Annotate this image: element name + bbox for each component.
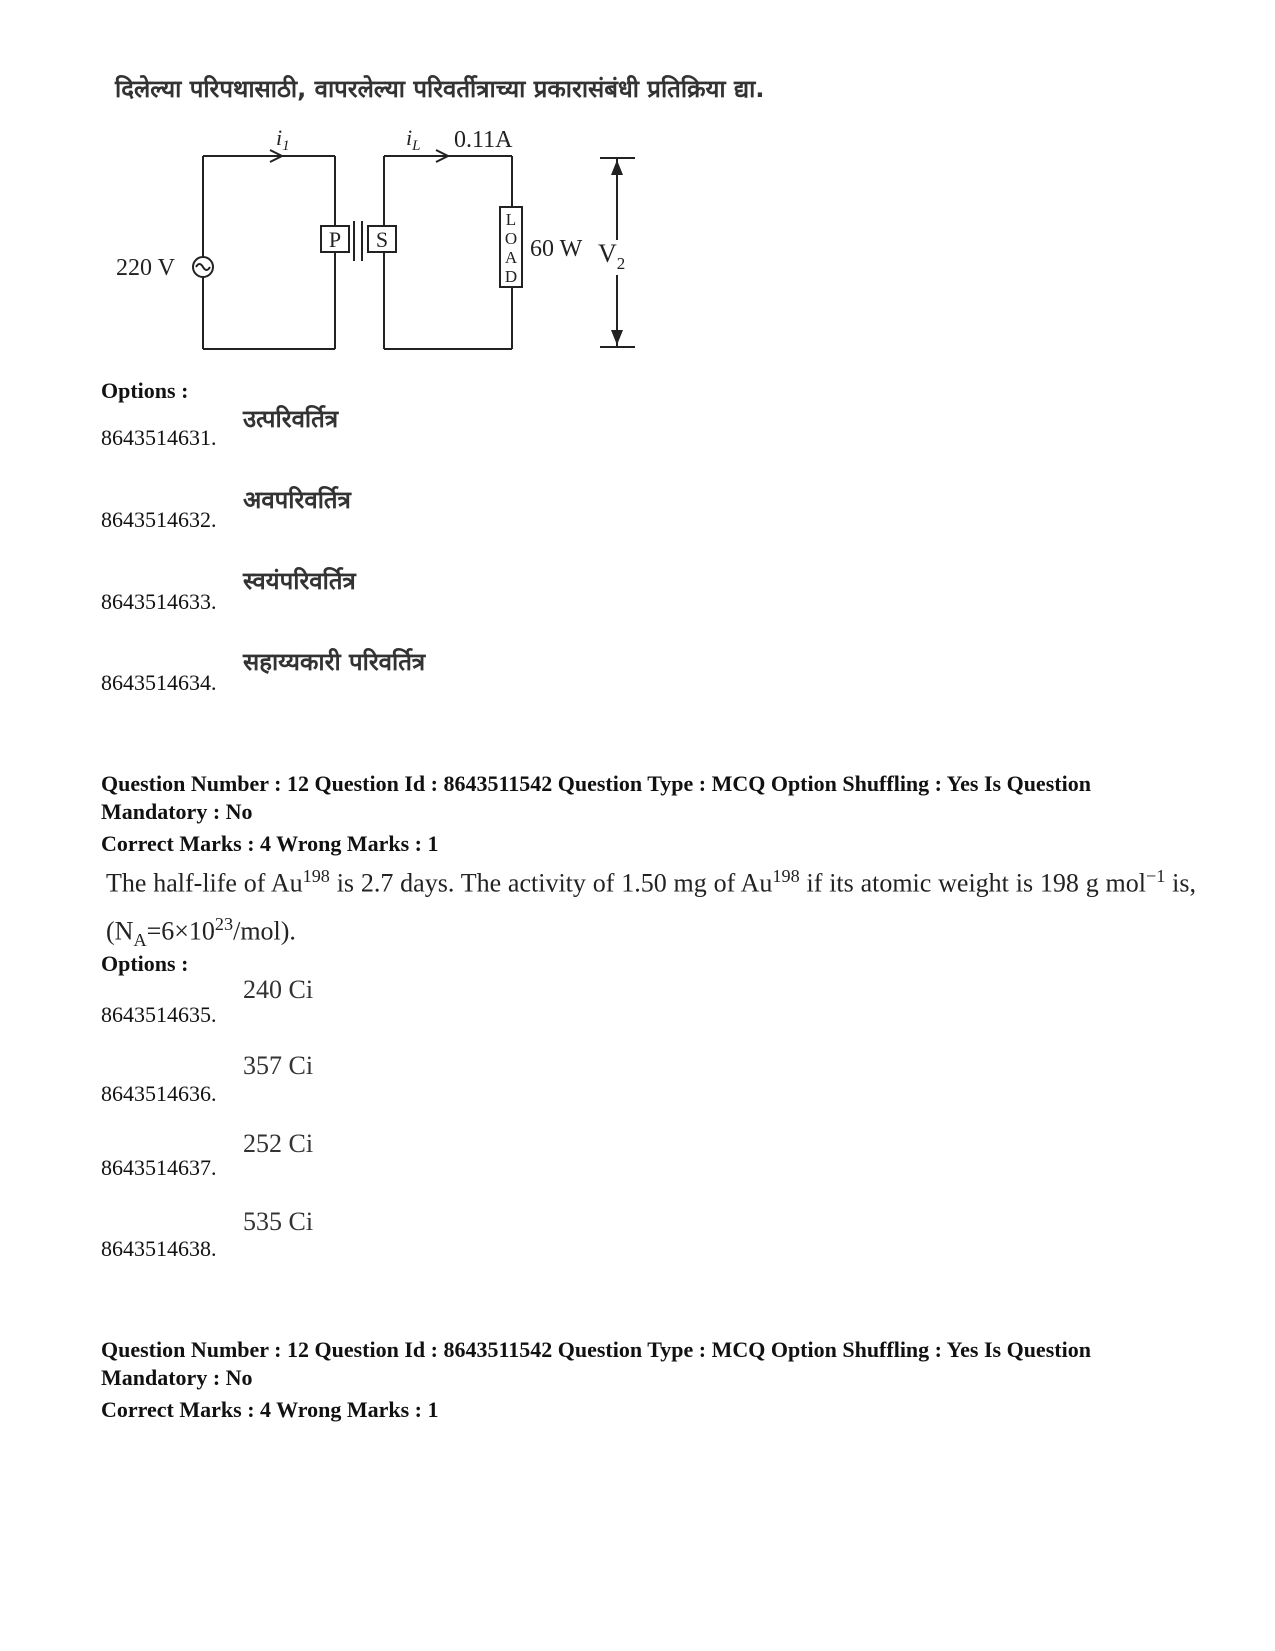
question-text-english: The half-life of Au$^{198}$ is 2.7 days. The activity of 1.50 mg of Au$^{198}$ if its atomic weight is 198 g mol$^{-1}$ is, $(N_A=6\times 10^{23}/mol)$. xyxy=(106,866,1196,950)
question-text-marathi: दिलेल्या परिपथासाठी, वापरलेल्या परिवर्तीत्राच्या प्रकारासंबंधी प्रतिक्रिया द्या. xyxy=(115,75,765,103)
option-id: 8643514631. xyxy=(101,425,217,450)
load-current-value: 0.11A xyxy=(454,127,513,153)
option-id: 8643514635. xyxy=(101,1002,217,1027)
option-text: 252 Ci xyxy=(243,1129,314,1158)
option-text: 357 Ci xyxy=(243,1051,314,1080)
option-id: 8643514638. xyxy=(101,1236,217,1261)
secondary-coil-label: S xyxy=(375,227,389,252)
option-text: सहाय्यकारी परिवर्तित्र xyxy=(243,648,426,676)
load-letter: D xyxy=(504,267,518,286)
option-id: 8643514636. xyxy=(101,1081,217,1106)
v2-up-arrowhead xyxy=(611,160,623,175)
options-label: Options : xyxy=(101,378,189,403)
option-id: 8643514634. xyxy=(101,670,217,695)
option-text: अवपरिवर्तित्र xyxy=(243,486,351,514)
question-meta xyxy=(101,770,1201,858)
ac-wave-icon xyxy=(196,264,210,270)
load-letter: O xyxy=(504,229,518,248)
option-text: 240 Ci xyxy=(243,975,314,1004)
question-meta-line: Question Number : 12 Question Id : 8643511542 Question Type : MCQ Option Shuffling : Yes Is Question Mandatory : No xyxy=(101,1337,1091,1390)
option-text: 535 Ci xyxy=(243,1207,314,1236)
marks-line: Correct Marks : 4 Wrong Marks : 1 xyxy=(101,1397,439,1422)
load-current-label: $i_L$ xyxy=(406,125,421,154)
question-meta xyxy=(101,1336,1201,1424)
options-label: Options : xyxy=(101,951,189,976)
option-text: उत्परिवर्तित्र xyxy=(243,405,339,433)
primary-current-label: $i_1$ xyxy=(276,125,290,154)
option-id: 8643514632. xyxy=(101,507,217,532)
option-text: स्वयंपरिवर्तित्र xyxy=(243,567,356,595)
option-id: 8643514637. xyxy=(101,1155,217,1180)
load-power-label: 60 W xyxy=(530,236,583,262)
transformer-circuit-diagram xyxy=(110,125,670,365)
primary-coil-label: P xyxy=(328,227,342,252)
option-id: 8643514633. xyxy=(101,589,217,614)
marks-line: Correct Marks : 4 Wrong Marks : 1 xyxy=(101,831,439,856)
v2-label: $V_2$ xyxy=(598,239,626,273)
load-letter: L xyxy=(505,210,517,229)
question-meta-line: Question Number : 12 Question Id : 8643511542 Question Type : MCQ Option Shuffling : Yes Is Question Mandatory : No xyxy=(101,771,1091,824)
load-letter: A xyxy=(504,248,518,267)
source-voltage-label: 220 V xyxy=(116,255,175,281)
v2-down-arrowhead xyxy=(611,330,623,345)
